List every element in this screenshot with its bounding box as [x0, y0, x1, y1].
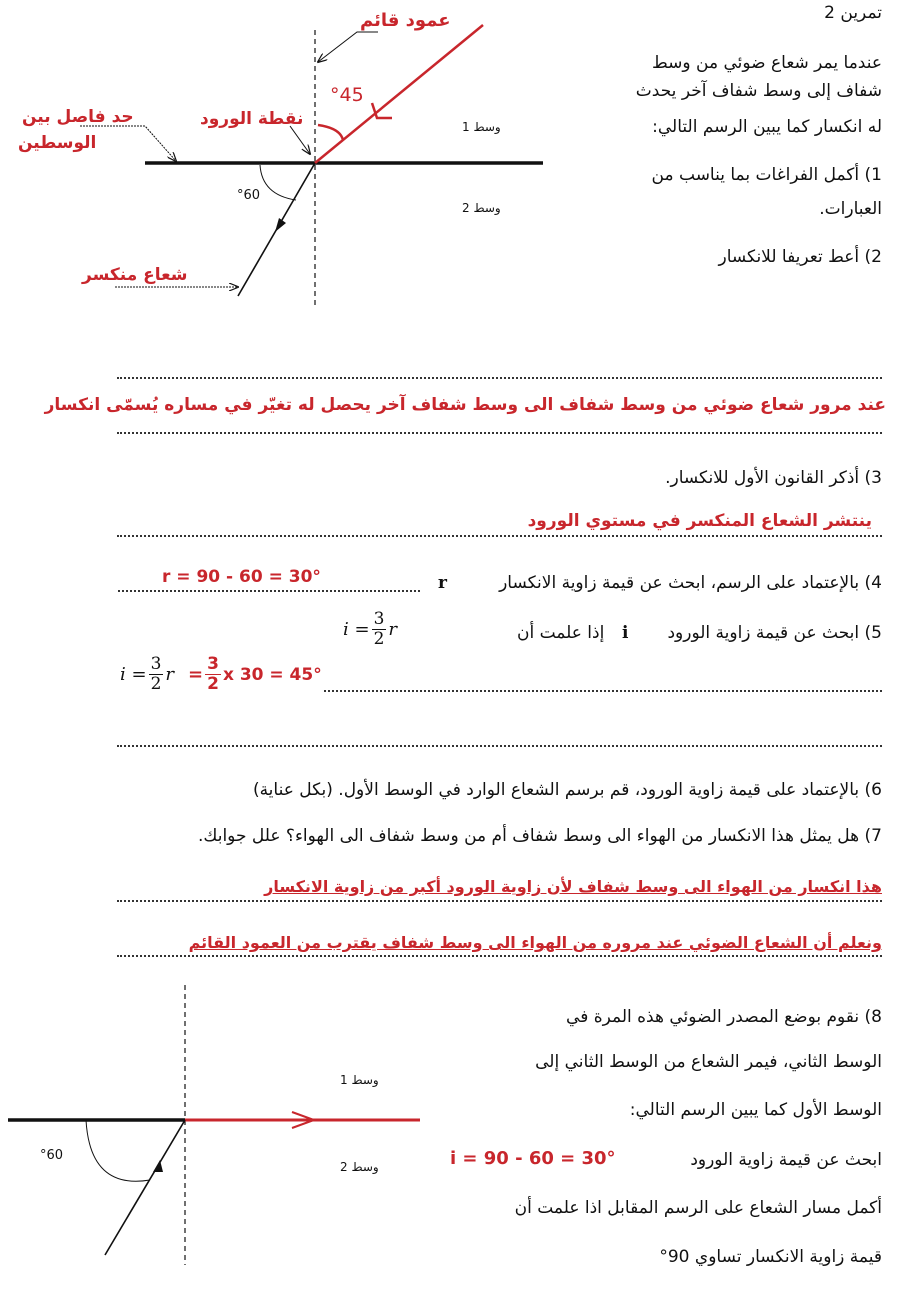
answer-3: ينتشر الشعاع المنكسر في مستوي الورود	[527, 511, 872, 531]
angle-45-arc	[318, 125, 343, 140]
angle-60-arc-2	[86, 1120, 150, 1181]
angle-60-arc	[260, 165, 296, 200]
formula-var: r	[388, 619, 397, 640]
boundary-label-2: الوسطين	[18, 133, 97, 153]
medium1-label: وسط 1	[462, 120, 501, 134]
exercise-title: تمرين 2	[824, 3, 882, 23]
angle-60-label-2: °60	[40, 1148, 64, 1163]
question-3: 3) أذكر القانون الأول للانكسار.	[665, 468, 882, 488]
answer-line	[117, 535, 882, 537]
question-2: 2) أعط تعريفا للانكسار	[718, 247, 882, 267]
question-5: 5) ابحث عن قيمة زاوية الورود	[667, 623, 882, 643]
symbol-r: r	[438, 573, 447, 593]
answer-7-line-2: ونعلم أن الشعاع الضوئي عند مروره من الهواء الى وسط شفاف يقترب من العمود القائم	[188, 933, 882, 952]
question-4: 4) بالإعتماد على الرسم، ابحث عن قيمة زاوية الانكسار	[499, 573, 882, 593]
answer-2: عند مرور شعاع ضوئي من وسط شفاف الى وسط شفاف آخر يحصل له تغيّر في مساره يُسمّى انكسار	[44, 395, 886, 415]
normal-leader	[318, 32, 378, 62]
question-8-line-4: ابحث عن قيمة زاوية الورود	[690, 1150, 882, 1170]
intro-line-2: شفاف إلى وسط شفاف آخر يحدث	[635, 81, 882, 101]
formula-den: 2	[373, 629, 385, 649]
medium1-label-2: وسط 1	[340, 1073, 379, 1087]
refracted-arrowhead	[275, 218, 286, 232]
intro-line-1: عندما يمر شعاع ضوئي من وسط	[652, 53, 882, 73]
answer-line	[117, 955, 882, 957]
question-5-tail: إذا علمت أن	[517, 623, 605, 643]
question-8-line-6: قيمة زاوية الانكسار تساوي 90°	[659, 1247, 882, 1267]
angle-60-label: °60	[237, 188, 261, 203]
question-7: 7) هل يمثل هذا الانكسار من الهواء الى وسط شفاف أم من وسط شفاف الى الهواء؟ علل جوابك.	[197, 826, 882, 846]
question-8-line-3: الوسط الأول كما يبين الرسم التالي:	[629, 1100, 882, 1120]
refracted-label: شعاع منكسر	[82, 265, 188, 285]
answer-5-var: r	[165, 664, 174, 685]
answer-5-den2: 2	[207, 674, 219, 694]
question-8-line-1: 8) نقوم بوضع المصدر الضوئي هذه المرة في	[566, 1007, 882, 1027]
boundary-label-1: حد فاصل بين	[22, 107, 134, 127]
incident-arrowhead	[372, 103, 392, 118]
intro-line-3: له انكسار كما يبين الرسم التالي:	[652, 117, 882, 137]
answer-5-rest: x 30 = 45°	[222, 664, 322, 685]
medium2-label-2: وسط 2	[340, 1160, 379, 1174]
answer-7-line-1: هذا انكسار من الهواء الى وسط شفاف لأن زاوية الورود أكبر من زاوية الانكسار	[264, 877, 882, 896]
answer-5-num2: 3	[207, 654, 219, 674]
answer-5-num1: 3	[150, 654, 162, 674]
incident-arrowhead-2	[153, 1160, 163, 1172]
normal-label: عمود قائم	[360, 10, 451, 31]
answer-5	[120, 655, 322, 694]
question-1-line-1: 1) أكمل الفراغات بما يناسب من	[651, 165, 882, 185]
answer-line	[117, 745, 882, 747]
question-6: 6) بالإعتماد على قيمة زاوية الورود، قم برسم الشعاع الوارد في الوسط الأول. (بكل عناية)	[252, 780, 882, 800]
formula-num: 3	[373, 609, 385, 629]
angle-45-label: °45	[330, 84, 364, 106]
answer-5-den1: 2	[150, 674, 162, 694]
answer-4: r = 90 - 60 = 30°	[162, 567, 321, 587]
symbol-i: i	[622, 623, 629, 643]
question-8-line-5: أكمل مسار الشعاع على الرسم المقابل اذا علمت أن	[514, 1198, 882, 1218]
formula-given	[343, 610, 397, 649]
answer-5-eq: =	[188, 664, 204, 685]
incidence-leader	[290, 126, 310, 154]
answer-line	[117, 900, 882, 902]
answer-5-lhs: i =	[120, 664, 147, 685]
answer-line	[117, 432, 882, 434]
question-8-line-2: الوسط الثاني، فيمر الشعاع من الوسط الثاني إلى	[535, 1052, 882, 1072]
medium2-label: وسط 2	[462, 201, 501, 215]
question-1-line-2: العبارات.	[819, 199, 882, 219]
answer-line	[117, 377, 882, 379]
incident-ray-2	[105, 1120, 185, 1255]
formula-lhs: i =	[343, 619, 370, 640]
incidence-point-label: نقطة الورود	[200, 109, 304, 129]
answer-line	[118, 590, 420, 592]
answer-8: i = 90 - 60 = 30°	[450, 1148, 616, 1169]
